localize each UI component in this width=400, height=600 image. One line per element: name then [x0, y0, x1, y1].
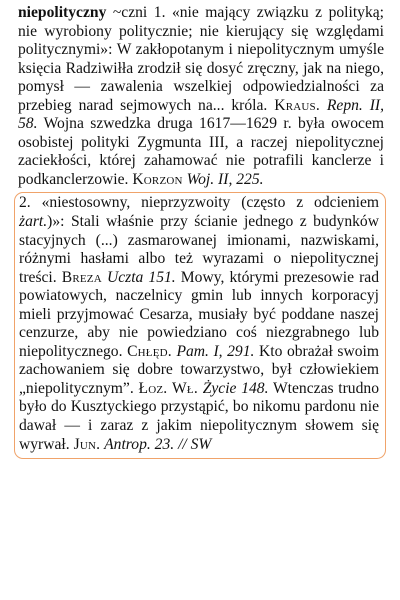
sense-1-source-2-author: Korzon	[132, 170, 183, 188]
sense-1-source-1-ref: Repn. II, 58.	[18, 96, 385, 133]
sense-2-source-1-author: Breza	[61, 268, 102, 286]
dictionary-entry	[14, 4, 386, 459]
sense-2-definition-a: «niestosowny, nieprzyzwoity (często z odcieniem	[41, 194, 379, 212]
sense-1-quote-2: Wojna szwedzka druga 1617—1629 r. była owocem osobistej polityki Zygmunta III, a raczej niepolitycznej zaciekłości, której zahamować nie potrafili kanclerze i podkanclerzowie.	[18, 115, 384, 188]
sense-2-number: 2.	[19, 194, 31, 212]
sense-1-number: 1.	[153, 4, 166, 21]
sense-2-source-2-ref: Pam. I, 291.	[176, 342, 255, 360]
sense-2-label: żart.	[19, 213, 48, 231]
headword: niepolityczny	[18, 4, 107, 21]
sense-2-source-4-author: Jun.	[73, 435, 101, 453]
sense-2-highlight-box	[14, 192, 386, 459]
sense-2-quote-1: Stali właśnie przy ścianie jednego z budynków stacyjnych (...) zasmarowanej imionami, nazwiskami, różnymi hasłami albo też wyrazami o niepolitycznej treści.	[19, 213, 379, 286]
sense-1-definition: «nie mający związku z polityką; nie wyrobiony politycznie; nie kierujący się względami politycznymi»:	[18, 4, 385, 59]
sense-2-source-2-author: Chłęd.	[127, 342, 172, 360]
sense-2-source-1-ref: Uczta 151.	[106, 268, 176, 286]
sense-2-quote-3: Kto obrażał swoim zachowaniem się dobre towarzystwo, był człowiekiem „niepolitycznym”.	[19, 342, 379, 397]
sense-2-source-3-ref: Życie 148.	[202, 379, 269, 397]
inflection: ~czni	[112, 4, 148, 21]
sense-1-source-2-ref: Woj. II, 225.	[186, 170, 264, 188]
sense-2-quote-2: Mowy, którymi prezesowie rad powiatowych, naczelnicy gmin lub innych korporacyj mieli przyjmować Cesarza, musiały być poddane naszej cenzurze, aby nie powiedziano coś niezgrabnego lub niepolitycznego.	[19, 268, 380, 360]
sense-1	[14, 4, 386, 189]
sense-2-source-3-author: Łoz. Wł.	[138, 379, 198, 397]
sense-1-source-1-author: Kraus.	[274, 96, 320, 114]
sense-2-definition-b: )»:	[47, 213, 65, 231]
sense-2-source-4-ref: Antrop. 23. // SW	[104, 435, 212, 453]
sense-1-quote-1: W zakłopotanym i niepolitycznym umyśle księcia Radziwiłła zrodził się dosyć zręczny, jak na niego, pomysł — zawalenia wszelkiej odpowiedzialności za przebieg narad sejmowych na... króla.	[18, 41, 384, 114]
sense-2-quote-4: Wtenczas trudno było do Kusztyckiego przystąpić, bo nikomu pardonu nie dawał — i zaraz z jakim niepolitycznym słowem się wyrwał.	[19, 379, 379, 453]
